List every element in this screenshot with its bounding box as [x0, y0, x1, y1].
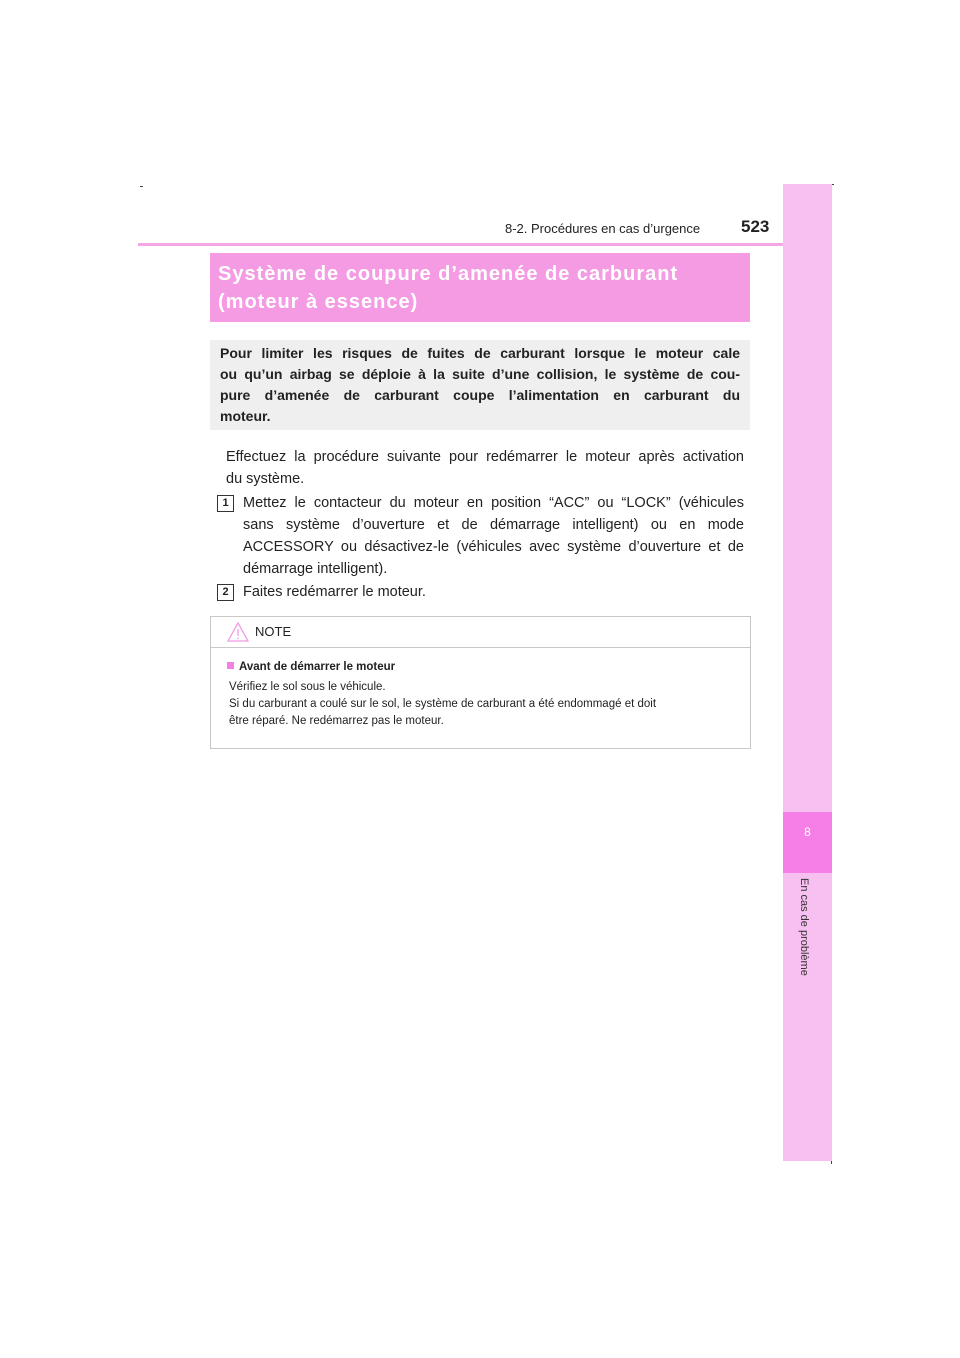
body-paragraph-line: du système. [226, 471, 305, 487]
step-number-badge: 2 [217, 584, 234, 601]
note-line: Si du carburant a coulé sur le sol, le système de carburant a été endommagé et doit [229, 698, 657, 710]
note-box [210, 616, 751, 749]
step-line: sans système d’ouverture et de démarrage intelligent) ou en mode [243, 517, 744, 533]
chapter-label: En cas de problème [798, 878, 810, 976]
page-title-line-2: (moteur à essence) [218, 291, 419, 313]
page-title-line-1: Système de coupure d’amenée de carburant [218, 263, 679, 285]
step-line: démarrage intelligent). [243, 561, 388, 577]
note-line: Vérifiez le sol sous le véhicule. [229, 681, 386, 693]
intro-summary [210, 340, 750, 430]
header-rule [138, 243, 831, 246]
note-subheading-text: Avant de démarrer le moteur [239, 661, 396, 673]
chapter-number: 8 [783, 812, 832, 873]
intro-line: pure d’amenée de carburant coupe l’alimentation en carburant du [220, 387, 740, 403]
intro-line: ou qu’un airbag se déploie à la suite d’une collision, le système de cou- [220, 366, 740, 382]
step-line: Mettez le contacteur du moteur en position “ACC” ou “LOCK” (véhicules [243, 495, 744, 511]
section-title: 8-2. Procédures en cas d’urgence [505, 221, 701, 236]
note-header [211, 617, 750, 648]
warning-triangle-icon [227, 622, 249, 642]
intro-line: moteur. [220, 408, 271, 424]
crop-mark [140, 186, 143, 187]
bullet-square-icon [227, 662, 234, 669]
intro-line: Pour limiter les risques de fuites de carburant lorsque le moteur cale [220, 345, 740, 361]
body-paragraph-line: Effectuez la procédure suivante pour redémarrer le moteur après activation [226, 449, 744, 465]
chapter-side-tab [783, 184, 832, 1161]
note-label: NOTE [255, 624, 292, 639]
note-subheading [227, 661, 395, 673]
step-line: ACCESSORY ou désactivez-le (véhicules avec système d’ouverture et de [243, 539, 744, 555]
note-line: être réparé. Ne redémarrez pas le moteur. [229, 715, 444, 727]
step-line: Faites redémarrer le moteur. [243, 584, 426, 600]
page-number: 523 [741, 217, 770, 236]
step-number-badge: 1 [217, 495, 234, 512]
title-banner [210, 253, 750, 322]
